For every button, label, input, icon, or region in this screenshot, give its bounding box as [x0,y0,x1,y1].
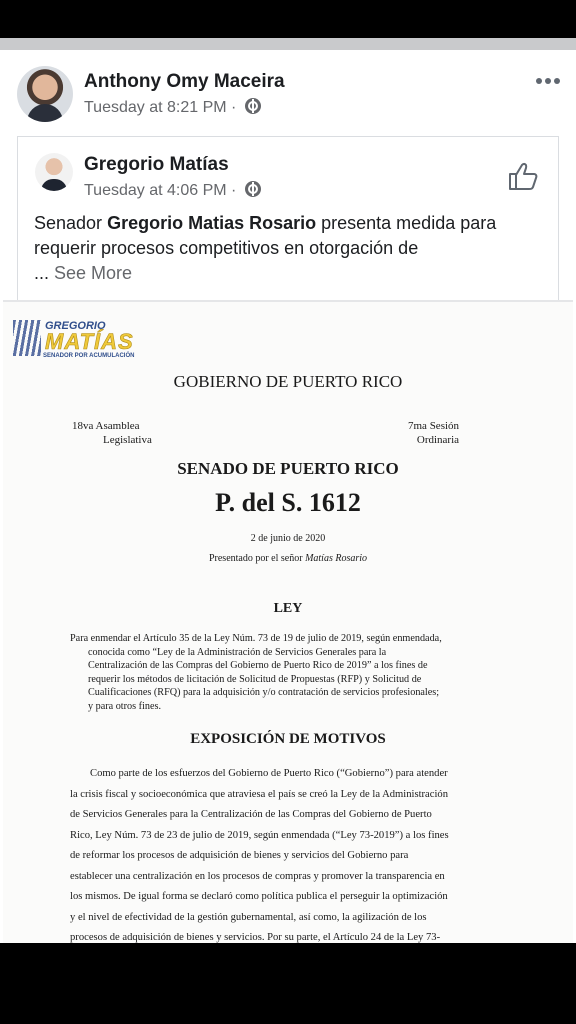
text-rest: presenta medida para requerir procesos competitivos en otorgación de [34,213,497,258]
doc-body [70,764,510,943]
doc-date: 2 de junio de 2020 [250,533,326,544]
shared-author-avatar[interactable] [35,153,73,191]
doc-presented-by [3,553,573,564]
body-line: de reformar los procesos de adquisición de bienes y servicios del Gobierno para [70,850,409,861]
body-line: procesos de adquisición de bienes y servicios. Por su parte, el Artículo 24 de la Ley 73- [70,932,441,943]
more-options-icon[interactable] [536,78,560,84]
presented-prefix: Presentado por el señor [208,553,306,564]
body-line: de Servicios Generales para la Centralización de las Compras del Gobierno de Puerto [70,809,432,820]
asamblea-line1: 18va Asamblea [72,420,140,432]
bottom-black-bar [0,943,576,1024]
doc-government-heading: GOBIERNO DE PUERTO RICO [173,372,403,391]
shared-author-name[interactable]: Gregorio Matías [84,154,229,175]
body-line: Como parte de los esfuerzos del Gobierno de Puerto Rico (“Gobierno”) para atender [90,768,448,779]
doc-asamblea [72,419,152,447]
author-name[interactable]: Anthony Omy Maceira [84,71,285,92]
senator-logo [13,320,135,362]
document-image[interactable] [3,300,573,943]
text-ellipsis: ... [34,263,55,283]
logo-line2: MATÍAS [45,329,134,354]
doc-ley-heading: LEY [273,601,303,616]
purpose-line: requerir los métodos de licitación de Solicitud de Propuestas (RFP) y Solicitud de [88,673,422,685]
purpose-line: y para otros fines. [88,700,161,712]
body-line: la crisis fiscal y socioeconómica que atraviesa el país se creó la Ley de la Administración [70,788,448,800]
feed-separator [0,38,576,50]
post-time-text: Tuesday at 8:21 PM · [84,99,241,116]
author-avatar[interactable] [17,66,73,122]
globe-icon [245,181,261,197]
purpose-line: Cualificaciones (RFQ) para la adquisición y/o contratación de servicios profesionales; [88,687,440,698]
post-timestamp[interactable] [84,98,261,117]
body-line: los mismos. De igual forma se declaró como política publica el perseguir la optimización [70,891,448,902]
sesion-line1: 7ma Sesión [408,420,460,432]
globe-icon [245,98,261,114]
presented-name: Matías Rosario [305,553,368,564]
thumbs-up-icon[interactable] [508,161,540,191]
post-screen [0,50,576,943]
asamblea-line2: Legislativa [103,434,152,446]
doc-purpose [70,632,510,713]
logo-stripes [13,320,41,356]
doc-exposicion-heading: EXPOSICIÓN DE MOTIVOS [190,731,386,747]
logo-line1: GREGORIO [45,320,106,332]
purpose-line: Centralización de las Compras del Gobierno de Puerto Rico de 2019” a los fines de [88,660,428,671]
shared-post-text [34,211,549,286]
top-black-bar [0,0,576,38]
body-line: establecer una centralización en los procesos de compras y promover la transparencia en [70,870,445,882]
see-more-link[interactable]: See More [54,263,133,283]
shared-timestamp[interactable] [84,181,261,200]
doc-bill-number: P. del S. 1612 [215,488,361,517]
purpose-line: conocida como “Ley de la Administración de Servicios Generales para la [88,646,387,658]
text-prefix: Senador [34,213,108,233]
body-line: Rico, Ley Núm. 73 de 23 de julio de 2019, según enmendada (“Ley 73-2019”) a los fines [70,829,449,841]
text-bold-name: Gregorio Matias Rosario [107,213,317,233]
shared-post-card[interactable] [17,136,559,300]
shared-time-text: Tuesday at 4:06 PM · [84,182,241,199]
logo-line3: SENADOR POR ACUMULACIÓN [43,353,135,359]
purpose-line: Para enmendar el Artículo 35 de la Ley Núm. 73 de 19 de julio de 2019, según enmendada, [70,633,442,644]
body-line: y el nivel de efectividad de la gestión gubernamental, así como, la agilización de los [70,911,427,923]
doc-sesion [408,419,459,447]
doc-senado-heading: SENADO DE PUERTO RICO [177,459,399,478]
sesion-line2: Ordinaria [416,434,460,446]
